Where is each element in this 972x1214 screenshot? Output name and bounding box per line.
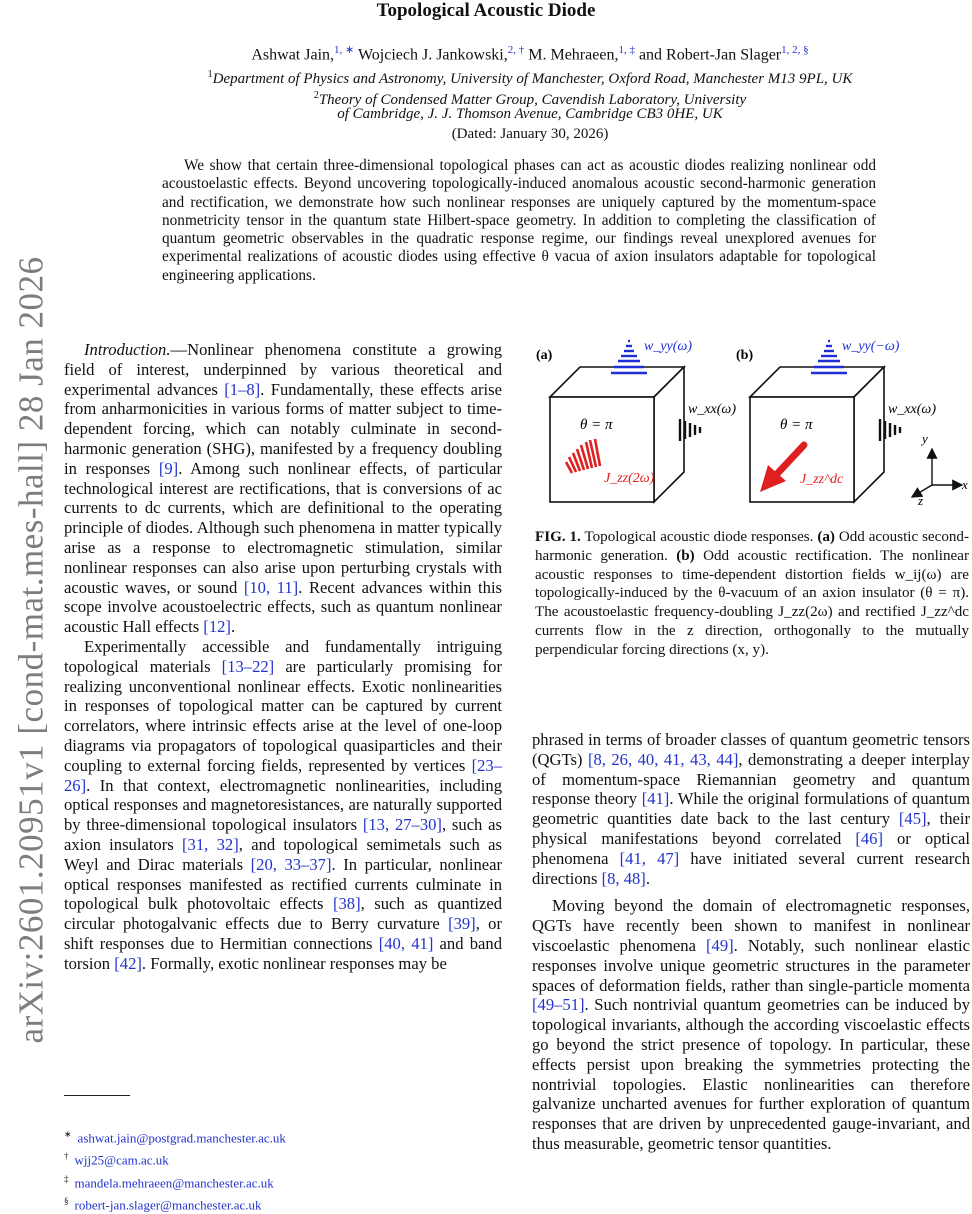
caption-a-text: Odd acoustic second-harmonic generation.	[535, 529, 970, 564]
text-run: are particularly promising for realizing unconventional nonlinear effects. Exotic nonlinearities in responses of topological matter can be captured by current correlators, where intrinsic effects arise at the level of one-loop diagrams via propagators of topological quasiparticles and their coupling to external forcing fields, represented by vertices	[64, 656, 502, 775]
theta-label-b: θ = π	[780, 417, 813, 433]
citation-link[interactable]: [38]	[332, 894, 361, 914]
citation-link[interactable]: [12]	[203, 617, 231, 637]
left-column	[64, 340, 502, 974]
text-run: phrased in terms of broader classes of quantum geometric tensors (QGTs)	[532, 730, 970, 769]
author-name: M. Mehraeen,	[528, 46, 619, 64]
footnote: § robert-jan.slager@manchester.ac.uk	[64, 1195, 262, 1213]
author-name: Wojciech J. Jankowski,	[357, 46, 508, 64]
citation-link[interactable]: [13–22]	[221, 656, 275, 676]
current-label-b: J_zz^dc	[800, 472, 844, 487]
current-label-a: J_zz(2ω)	[604, 471, 655, 486]
right-column	[532, 730, 970, 1154]
side-field-b: w_xx(ω)	[888, 402, 936, 417]
text-run: .	[230, 617, 236, 637]
author-sup[interactable]: 1, ‡	[618, 44, 635, 56]
caption-label: FIG. 1.	[535, 529, 581, 545]
dated-line: (Dated: January 30, 2026)	[451, 126, 609, 142]
text-run: .	[645, 868, 650, 888]
intro-heading: Introduction.	[84, 340, 171, 359]
affiliation	[100, 105, 960, 124]
axis-z-label: z	[918, 493, 924, 508]
text-run: . Fundamentally, these effects arise from anharmonicities in various forms of matter subject to time-dependent forcing, which can notably culminate in second-harmonic generation (SHG), manifested by a frequency doubling in responses	[64, 379, 502, 478]
citation-link[interactable]: [49]	[706, 935, 734, 955]
caption-b-text: Odd acoustic rectification.	[703, 547, 872, 564]
footnotes	[64, 1125, 484, 1214]
citation-link[interactable]: [31, 32]	[182, 834, 239, 854]
top-field-a: w_yy(ω)	[644, 339, 692, 354]
figure-caption	[535, 528, 969, 660]
citation-link[interactable]: [39]	[448, 914, 476, 934]
citation-link[interactable]: [8, 26, 40, 41, 43, 44]	[587, 749, 739, 769]
affiliation-sup: 1	[207, 69, 213, 80]
body-paragraph	[64, 637, 502, 974]
axis-y-label: y	[922, 431, 928, 446]
author-name: and Robert-Jan Slager	[638, 46, 782, 64]
email-link[interactable]: robert-jan.slager@manchester.ac.uk	[74, 1197, 262, 1213]
citation-link[interactable]: [1–8]	[224, 379, 261, 399]
text-run: . Such nontrivial quantum geometries can be induced by topological invariants, although the according viscoelastic effects go beyond the strict presence of topology. In particular, these effects persist upon breaking the symmetries protecting the nontrivial topologies. Elastic nonlinearities can therefore galvanize uncharted avenues for further exploration of quantum responses that are driven by unprecedented gauge-invariant, and thus measurable, geometric tensor quantities.	[532, 995, 970, 1153]
caption-a-label: (a)	[817, 529, 835, 545]
affiliation-text: of Cambridge, J. J. Thomson Avenue, Cambridge CB3 0HE, UK	[337, 106, 723, 122]
text-run: . In that context, electromagnetic nonlinearities, including optical responses and magnetoresistances, are naturally supported by three-dimensional topological insulators	[64, 775, 502, 835]
text-run: . Formally, exotic nonlinear responses may be	[141, 953, 447, 973]
top-field-b: w_yy(−ω)	[842, 339, 900, 354]
text-run: . Notably, such nonlinear elastic responses involve unique geometric structures in the parameter spaces of deformation fields, rather than single-particle momenta	[532, 935, 970, 995]
arxiv-id: arXiv:2601.20951v1 [cond-mat.mes-hall] 28 Jan 2026	[12, 256, 52, 1044]
footnote-rule	[64, 1095, 130, 1096]
text-run: and band torsion	[64, 933, 502, 973]
abstract: We show that certain three-dimensional topological phases can act as acoustic diodes realizing nonlinear odd acoustoelastic effects. Beyond uncovering topologically-induced anomalous acoustic second-harmonic generation and rectification, we demonstrate how such nonlinear responses are uniquely captured by the momentum-space nonmetricity tensor in the quantum state Hilbert-space geometry. In addition to completing the classification of quantum geometric observables in the quadratic response regime, our findings reveal unexplored avenues for experimental realizations of acoustic diodes using effective θ vacua of axion insulators adaptable for topological engineering applications.	[162, 157, 876, 284]
intro-paragraph	[64, 340, 502, 637]
theta-label-a: θ = π	[580, 417, 613, 433]
text-run: have initiated several current research directions	[532, 848, 970, 888]
text-run: . While the original formulations of quantum geometric quantities date back to the last century	[532, 789, 970, 829]
affiliation-text: Department of Physics and Astronomy, University of Manchester, Oxford Road, Manchester M13 9PL, UK	[212, 71, 853, 87]
author-list	[100, 40, 960, 65]
text-run: or optical phenomena	[532, 828, 970, 868]
citation-link[interactable]: [8, 48]	[601, 868, 646, 888]
axis-x-label: x	[962, 477, 968, 492]
footnote: ∗ ashwat.jain@postgrad.manchester.ac.uk	[64, 1129, 286, 1146]
citation-link[interactable]: [46]	[855, 828, 883, 848]
text-run: . Recent advances within this scope involve acoustoelectric effects, such as quantum nonlinear acoustic Hall effects	[64, 577, 503, 637]
author-sup[interactable]: 1, ∗	[334, 44, 355, 56]
text-run: , demonstrating a deeper interplay of momentum-space Riemannian geometry and quantum response theory	[532, 749, 970, 809]
citation-link[interactable]: [13, 27–30]	[362, 815, 442, 835]
citation-link[interactable]: [41]	[641, 789, 670, 809]
body-paragraph	[532, 896, 970, 1153]
text-run: , their physical manifestations beyond correlated	[532, 809, 970, 848]
body-paragraph	[532, 730, 970, 888]
author-sup[interactable]: 2, †	[507, 44, 525, 56]
citation-link[interactable]: [42]	[114, 953, 142, 973]
author-name: Ashwat Jain,	[251, 46, 335, 64]
email-link[interactable]: wjj25@cam.ac.uk	[74, 1152, 169, 1168]
paper-title: Topological Acoustic Diode	[376, 0, 596, 21]
text-run: , such as axion insulators	[64, 815, 502, 854]
text-run: , or shift responses due to Hermitian connections	[64, 914, 503, 953]
author-sup[interactable]: 1, 2, §	[781, 44, 809, 56]
figure-1	[532, 337, 972, 512]
citation-link[interactable]: [40, 41]	[378, 933, 434, 953]
citation-link[interactable]: [9]	[158, 458, 179, 478]
text-run: Moving beyond the domain of electromagnetic responses, QGTs have recently been shown to manifest in nonlinear viscoelastic phenomena	[532, 896, 970, 955]
arxiv-stamp	[0, 170, 64, 1130]
panel-b-label: (b)	[736, 348, 754, 363]
text-run: . In particular, nonlinear optical responses manifested as rectified currents culminate in topological bulk photovoltaic effects	[64, 854, 502, 914]
footnote: † wjj25@cam.ac.uk	[64, 1151, 169, 1168]
side-field-a: w_xx(ω)	[688, 402, 736, 417]
text-run: , and topological semimetals such as Weyl and Dirac materials	[64, 834, 502, 874]
citation-link[interactable]: [23–26]	[64, 755, 502, 795]
caption-b-label: (b)	[676, 547, 695, 564]
footnote: ‡ mandela.mehraeen@manchester.ac.uk	[64, 1173, 274, 1190]
axes-triad	[912, 449, 962, 497]
email-link[interactable]: mandela.mehraeen@manchester.ac.uk	[74, 1174, 274, 1190]
caption-body: The nonlinear acoustic responses to time-dependent distortion fields w_ij(ω) are topologically-induced by the θ-vacuum of an axion insulator (θ = π). The acoustoelastic frequency-doubling J_zz(2ω) and rectified J_zz^dc currents flow in the z direction, orthogonally to the mutually perpendicular forcing directions (x, y).	[535, 547, 969, 658]
affiliation-sup: 2	[313, 90, 319, 101]
text-run: . Among such nonlinear effects, of particular technological interest are rectifications, that is conversions of ac currents to dc currents, which are definitional to the operating principle of diodes. Although such phenomena in matter typically arise as a response to electromagnetic stimulation, similar nonlinear responses can also arise upon perturbing crystals with acoustic waves, or sound	[64, 458, 502, 597]
citation-link[interactable]: [49–51]	[532, 995, 585, 1015]
panel-a-label: (a)	[536, 348, 553, 363]
citation-link[interactable]: [41, 47]	[619, 848, 680, 868]
affiliation-text: Theory of Condensed Matter Group, Cavendish Laboratory, University	[318, 92, 747, 108]
email-link[interactable]: ashwat.jain@postgrad.manchester.ac.uk	[77, 1130, 286, 1146]
text-run: —Nonlinear phenomena constitute a growing field of interest, underpinned by various theoretical and experimental advances	[64, 340, 502, 399]
text-run: Experimentally accessible and fundamentally intriguing topological materials	[64, 636, 502, 676]
citation-link[interactable]: [10, 11]	[243, 577, 299, 597]
caption-title: Topological acoustic diode responses.	[584, 529, 814, 545]
citation-link[interactable]: [20, 33–37]	[250, 854, 332, 874]
text-run: , such as quantized circular photogalvanic effects due to Berry curvature	[64, 894, 502, 934]
citation-link[interactable]: [45]	[898, 809, 927, 829]
